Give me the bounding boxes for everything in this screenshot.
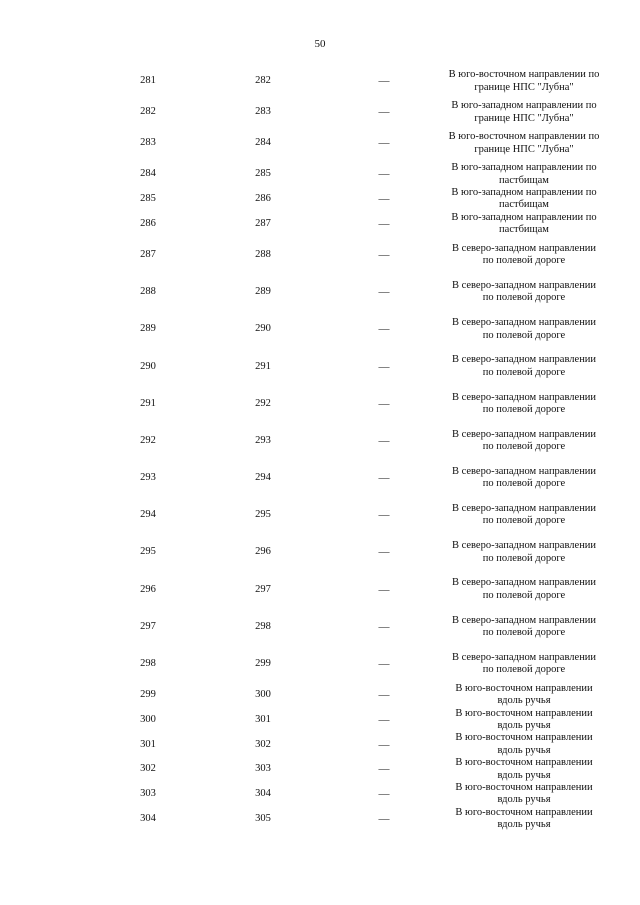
direction-description-cell	[448, 683, 600, 708]
direction-description-text: В северо-западном направлении по полевой дороге	[451, 279, 597, 304]
to-point-cell: 299	[255, 658, 271, 670]
direction-description-text: В северо-западном направлении по полевой дороге	[451, 391, 597, 415]
direction-description-text: В юго-западном направлении по пастбищам	[451, 211, 597, 236]
direction-description-cell	[448, 237, 600, 274]
direction-description-cell	[448, 187, 600, 212]
table-row	[0, 423, 640, 460]
dash-cell: —	[378, 546, 390, 559]
dash-cell: —	[378, 583, 390, 596]
to-point-cell: 304	[255, 788, 271, 800]
to-point-cell: 297	[255, 583, 271, 595]
to-point-cell: 288	[255, 248, 271, 260]
to-point-cell: 294	[255, 472, 271, 484]
dash-cell: —	[378, 434, 390, 447]
direction-description-text: В юго-восточном направлении вдоль ручья	[455, 757, 593, 781]
from-point-cell: 303	[140, 788, 156, 800]
to-point-cell: 302	[255, 738, 271, 750]
from-point-cell: 300	[140, 713, 156, 725]
table-row	[0, 782, 640, 807]
to-point-cell: 298	[255, 620, 271, 632]
table-row	[0, 683, 640, 708]
table-row	[0, 162, 640, 187]
direction-description-cell	[448, 423, 600, 460]
direction-description-text: В северо-западном направлении по полевой дороге	[451, 317, 597, 341]
direction-description-cell	[448, 100, 600, 125]
to-point-cell: 301	[255, 713, 271, 725]
to-point-cell: 283	[255, 106, 271, 118]
dash-cell: —	[378, 193, 390, 206]
from-point-cell: 283	[140, 137, 156, 149]
table-row	[0, 348, 640, 385]
dash-cell: —	[378, 217, 390, 230]
from-point-cell: 296	[140, 583, 156, 595]
dash-cell: —	[378, 658, 390, 671]
table-row	[0, 646, 640, 683]
direction-description-cell	[448, 807, 600, 832]
table-row	[0, 212, 640, 237]
direction-description-text: В северо-западном направлении по полевой дороге	[451, 614, 597, 639]
from-point-cell: 295	[140, 546, 156, 558]
direction-description-cell	[448, 212, 600, 237]
direction-description-cell	[448, 311, 600, 348]
direction-description-text: В северо-западном направлении по полевой дороге	[451, 540, 597, 564]
to-point-cell: 287	[255, 217, 271, 229]
direction-description-text: В северо-западном направлении по полевой дороге	[451, 465, 597, 490]
direction-description-text: В юго-восточном направлении вдоль ручья	[455, 782, 593, 806]
table-row	[0, 100, 640, 125]
direction-description-cell	[448, 608, 600, 645]
table-row	[0, 534, 640, 571]
dash-cell: —	[378, 763, 390, 776]
direction-description-cell	[448, 782, 600, 807]
direction-description-cell	[448, 63, 600, 100]
table-row	[0, 807, 640, 832]
page-number: 50	[314, 38, 326, 50]
direction-description-cell	[448, 162, 600, 187]
table-row	[0, 732, 640, 757]
from-point-cell: 284	[140, 168, 156, 180]
to-point-cell: 282	[255, 75, 271, 87]
dash-cell: —	[378, 713, 390, 726]
direction-description-text: В юго-восточном направлении вдоль ручья	[455, 707, 593, 732]
direction-description-cell	[448, 708, 600, 733]
from-point-cell: 304	[140, 812, 156, 824]
dash-cell: —	[378, 689, 390, 701]
to-point-cell: 292	[255, 397, 271, 409]
to-point-cell: 286	[255, 193, 271, 205]
from-point-cell: 301	[140, 738, 156, 750]
to-point-cell: 305	[255, 812, 271, 824]
from-point-cell: 281	[140, 75, 156, 87]
dash-cell: —	[378, 286, 390, 299]
to-point-cell: 300	[255, 689, 271, 700]
from-point-cell: 297	[140, 620, 156, 632]
direction-description-cell	[448, 732, 600, 757]
to-point-cell: 289	[255, 286, 271, 298]
direction-description-text: В юго-восточном направлении по границе НПС "Лубна"	[448, 131, 600, 155]
table-row	[0, 708, 640, 733]
table-row	[0, 187, 640, 212]
to-point-cell: 303	[255, 763, 271, 775]
from-point-cell: 290	[140, 360, 156, 372]
direction-description-text: В юго-восточном направлении вдоль ручья	[455, 732, 593, 756]
table-row	[0, 608, 640, 645]
dash-cell: —	[378, 106, 390, 119]
to-point-cell: 291	[255, 360, 271, 372]
to-point-cell: 290	[255, 323, 271, 335]
direction-description-text: В северо-западном направлении по полевой дороге	[451, 503, 597, 527]
table-row	[0, 385, 640, 422]
to-point-cell: 293	[255, 434, 271, 446]
boundary-points-table	[0, 63, 640, 832]
direction-description-cell	[448, 348, 600, 385]
direction-description-text: В юго-восточном направлении по границе НПС "Лубна"	[448, 69, 600, 93]
direction-description-text: В юго-восточном направлении вдоль ручья	[455, 682, 593, 707]
dash-cell: —	[378, 137, 390, 150]
dash-cell: —	[378, 248, 390, 261]
direction-description-cell	[448, 646, 600, 683]
table-row	[0, 757, 640, 782]
table-row	[0, 311, 640, 348]
dash-cell: —	[378, 75, 390, 88]
from-point-cell: 292	[140, 434, 156, 446]
from-point-cell: 285	[140, 193, 156, 205]
table-row	[0, 274, 640, 311]
direction-description-text: В северо-западном направлении по полевой дороге	[451, 242, 597, 267]
direction-description-cell	[448, 757, 600, 782]
dash-cell: —	[378, 788, 390, 801]
from-point-cell: 302	[140, 763, 156, 775]
direction-description-text: В северо-западном направлении по полевой дороге	[451, 354, 597, 378]
table-row	[0, 237, 640, 274]
dash-cell: —	[378, 397, 390, 410]
to-point-cell: 284	[255, 137, 271, 149]
from-point-cell: 286	[140, 217, 156, 229]
table-row	[0, 571, 640, 608]
from-point-cell: 288	[140, 286, 156, 298]
from-point-cell: 289	[140, 323, 156, 335]
dash-cell: —	[378, 812, 390, 825]
dash-cell: —	[378, 738, 390, 751]
dash-cell: —	[378, 168, 390, 181]
dash-cell: —	[378, 360, 390, 373]
direction-description-cell	[448, 385, 600, 422]
direction-description-cell	[448, 460, 600, 497]
dash-cell: —	[378, 323, 390, 336]
from-point-cell: 291	[140, 397, 156, 409]
direction-description-cell	[448, 571, 600, 608]
direction-description-text: В юго-западном направлении по пастбищам	[451, 162, 597, 186]
to-point-cell: 296	[255, 546, 271, 558]
direction-description-cell	[448, 497, 600, 534]
from-point-cell: 282	[140, 106, 156, 118]
direction-description-text: В юго-западном направлении по пастбищам	[451, 186, 597, 211]
direction-description-cell	[448, 274, 600, 311]
from-point-cell: 293	[140, 472, 156, 484]
dash-cell: —	[378, 620, 390, 633]
to-point-cell: 295	[255, 509, 271, 521]
table-row	[0, 125, 640, 162]
from-point-cell: 294	[140, 509, 156, 521]
from-point-cell: 287	[140, 248, 156, 260]
direction-description-text: В юго-западном направлении по границе НПС "Лубна"	[451, 100, 597, 124]
dash-cell: —	[378, 509, 390, 522]
to-point-cell: 285	[255, 168, 271, 180]
from-point-cell: 298	[140, 658, 156, 670]
table-row	[0, 460, 640, 497]
direction-description-text: В юго-восточном направлении вдоль ручья	[455, 806, 593, 831]
table-row	[0, 63, 640, 100]
direction-description-cell	[448, 125, 600, 162]
direction-description-cell	[448, 534, 600, 571]
dash-cell: —	[378, 472, 390, 485]
direction-description-text: В северо-западном направлении по полевой дороге	[451, 651, 597, 676]
from-point-cell: 299	[140, 689, 156, 700]
direction-description-text: В северо-западном направлении по полевой дороге	[451, 577, 597, 601]
table-row	[0, 497, 640, 534]
direction-description-text: В северо-западном направлении по полевой дороге	[451, 428, 597, 453]
